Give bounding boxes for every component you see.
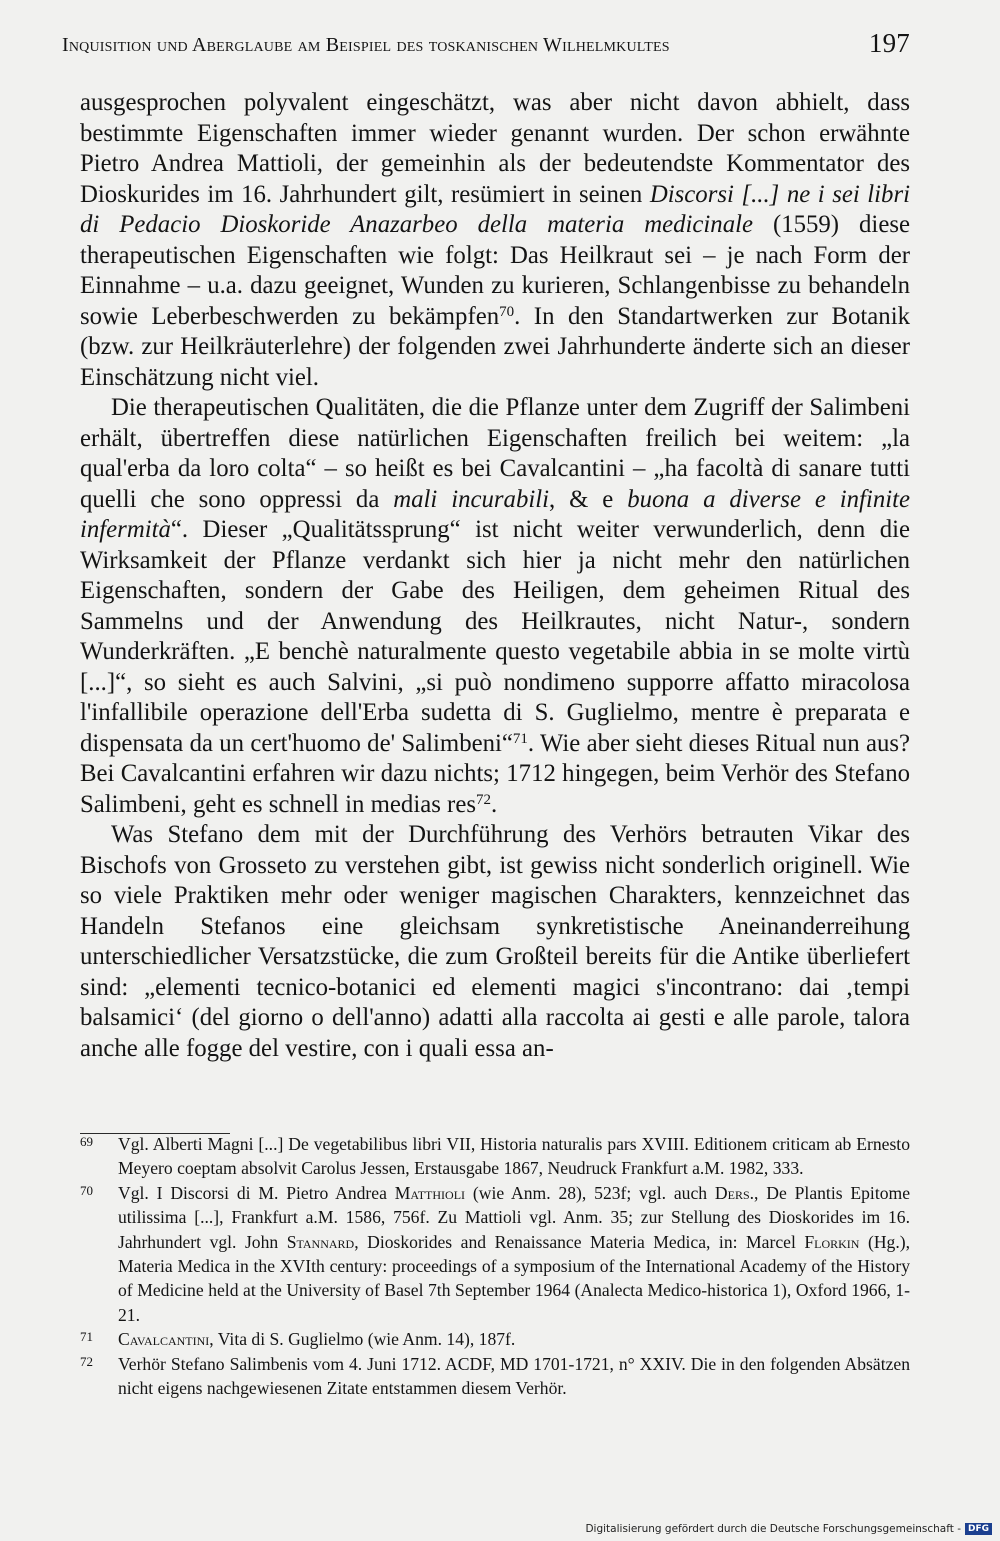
dfg-logo: DFG xyxy=(965,1523,992,1535)
main-text xyxy=(80,88,910,1064)
footnote-number: 71 xyxy=(80,1329,93,1345)
footnote-number: 70 xyxy=(80,1182,93,1198)
footnote-72: 72 Verhör Stefano Salimbenis vom 4. Juni 1712. ACDF, MD 1701-1721, n° XXIV. Die in den folgenden Absätzen nicht eigens nachgewiesenen Zitate entstammen diesem Verhör. xyxy=(80,1352,910,1401)
page-number: 197 xyxy=(868,28,910,58)
footnote-number: 69 xyxy=(80,1134,93,1149)
paragraph-2: Die therapeutischen Qualitäten, die die Pflanze unter dem Zugriff der Salimbeni erhält, übertreffen diese natürlichen Eigenschaften freilich bei weitem: „la qual'erba da loro colta“ – so heißt es bei Cavalcantini – „ha facoltà di sanare tutti quelli che sono oppressi da mali incurabili, & e buona a diverse e infinite infermità“. Dieser „Qualitätssprung“ ist nicht weiter verwunderlich, denn die Wirksamkeit der Pflanze verdankt sich hier ja nicht mehr den natürlichen Eigenschaften, sondern der Gabe des Heiligen, dem geheimen Ritual des Sammelns und der Anwendung des Heilkrautes, nicht Natur-, sondern Wunderkräften. „E benchè naturalmente questo vegetabile abbia in se molte virtù [...]“, so sieht es auch Salvini, „si può nondimeno supporre affatto miracolosa l'infallibile operazione dell'Erba sudetta di S. Guglielmo, mentre è preparata e dispensata da un cert'huomo de' Salimbeni“$^{71}$. Wie aber sieht dieses Ritual nun aus? Bei Cavalcantini erfahren wir dazu nichts; 1712 hingegen, beim Verhör des Stefano Salimbeni, geht es schnell in medias res$^{72}$. xyxy=(80,394,911,818)
footnote-number: 72 xyxy=(80,1353,93,1369)
running-title: Inquisition und Aberglaube am Beispiel des toskanischen Wilhelmkultes xyxy=(62,34,670,56)
footnote-71: 71 Cavalcantini, Vita di S. Guglielmo (wie Anm. 14), 187f. xyxy=(80,1327,910,1351)
footnote-69: 69 Vgl. Alberti Magni [...] De vegetabilibus libri VII, Historia naturalis pars XVIII. Editionem criticam ab Ernesto Meyero coeptam absolvit Carolus Jessen, Erstausgabe 1867, Neudruck Frankfurt a.M. 1982, 333. xyxy=(80,1132,910,1181)
paragraph-1: ausgesprochen polyvalent eingeschätzt, was aber nicht davon abhielt, dass bestimmte Eigenschaften immer wieder genannt wurden. Der schon erwähnte Pietro Andrea Mattioli, der gemeinhin als der bedeutendste Kommentator des Dioskurides im 16. Jahrhundert gilt, resümiert in seinen Discorsi [...] ne i sei libri di Pedacio Dioskoride Anazarbeo della materia medicinale (1559) diese therapeutischen Eigenschaften wie folgt: Das Heilkraut sei – je nach Form der Einnahme – u.a. dazu geeignet, Wunden zu kurieren, Schlangenbisse zu behandeln sowie Leberbeschwerden zu bekämpfen$^{70}$. In den Standartwerken zur Botanik (bzw. zur Heilkräuterlehre) der folgenden zwei Jahrhunderte änderte sich an dieser Einschätzung nicht viel. xyxy=(80,89,910,391)
footnote-70: 70 Vgl. I Discorsi di M. Pietro Andrea Matthioli (wie Anm. 28), 523f; vgl. auch Ders., De Plantis Epitome utilissima [...], Frankfurt a.M. 1586, 756f. Zu Mattioli vgl. Anm. 35; zur Stellung des Dioskorides im 16. Jahrhundert vgl. John Stannard, Dioskorides and Renaissance Materia Medica, in: Marcel Florkin (Hg.), Materia Medica in the XVIth century: proceedings of a symposium of the International Academy of the History of Medicine held at the University of Basel 7th September 1964 (Analecta Medico-historica 1), Oxford 1966, 1-21. xyxy=(80,1181,910,1327)
digitization-credit xyxy=(585,1523,992,1535)
footnote-ref-71: 71 xyxy=(512,730,528,747)
credit-text: Digitalisierung gefördert durch die Deutsche Forschungsgemeinschaft - xyxy=(585,1523,961,1535)
footnotes xyxy=(80,1132,910,1400)
footnote-ref-70: 70 xyxy=(499,303,515,320)
footnote-ref-72: 72 xyxy=(475,791,491,808)
running-head xyxy=(62,28,910,58)
paragraph-3: Was Stefano dem mit der Durchführung des Verhörs betrauten Vikar des Bischofs von Grosseto zu verstehen gibt, ist gewiss nicht sonderlich originell. Wie so viele Praktiken mehr oder weniger magischen Charakters, kennzeichnet das Handeln Stefanos eine gleichsam synkretistische Aneinanderreihung unterschiedlicher Versatzstücke, die zum Großteil bereits für die Antike überliefert sind: „elementi tecnico-botanici ed elementi magici s'incontrano: dai ‚tempi balsamici‘ (del giorno o dell'anno) adatti alla raccolta ai gesti e alle parole, talora anche alle fogge del vestire, con i quali essa an- xyxy=(80,821,910,1062)
italic-title: Discorsi [...] ne i sei libri di Pedacio Dioskoride Anazarbeo della materia medicinale xyxy=(80,180,910,238)
